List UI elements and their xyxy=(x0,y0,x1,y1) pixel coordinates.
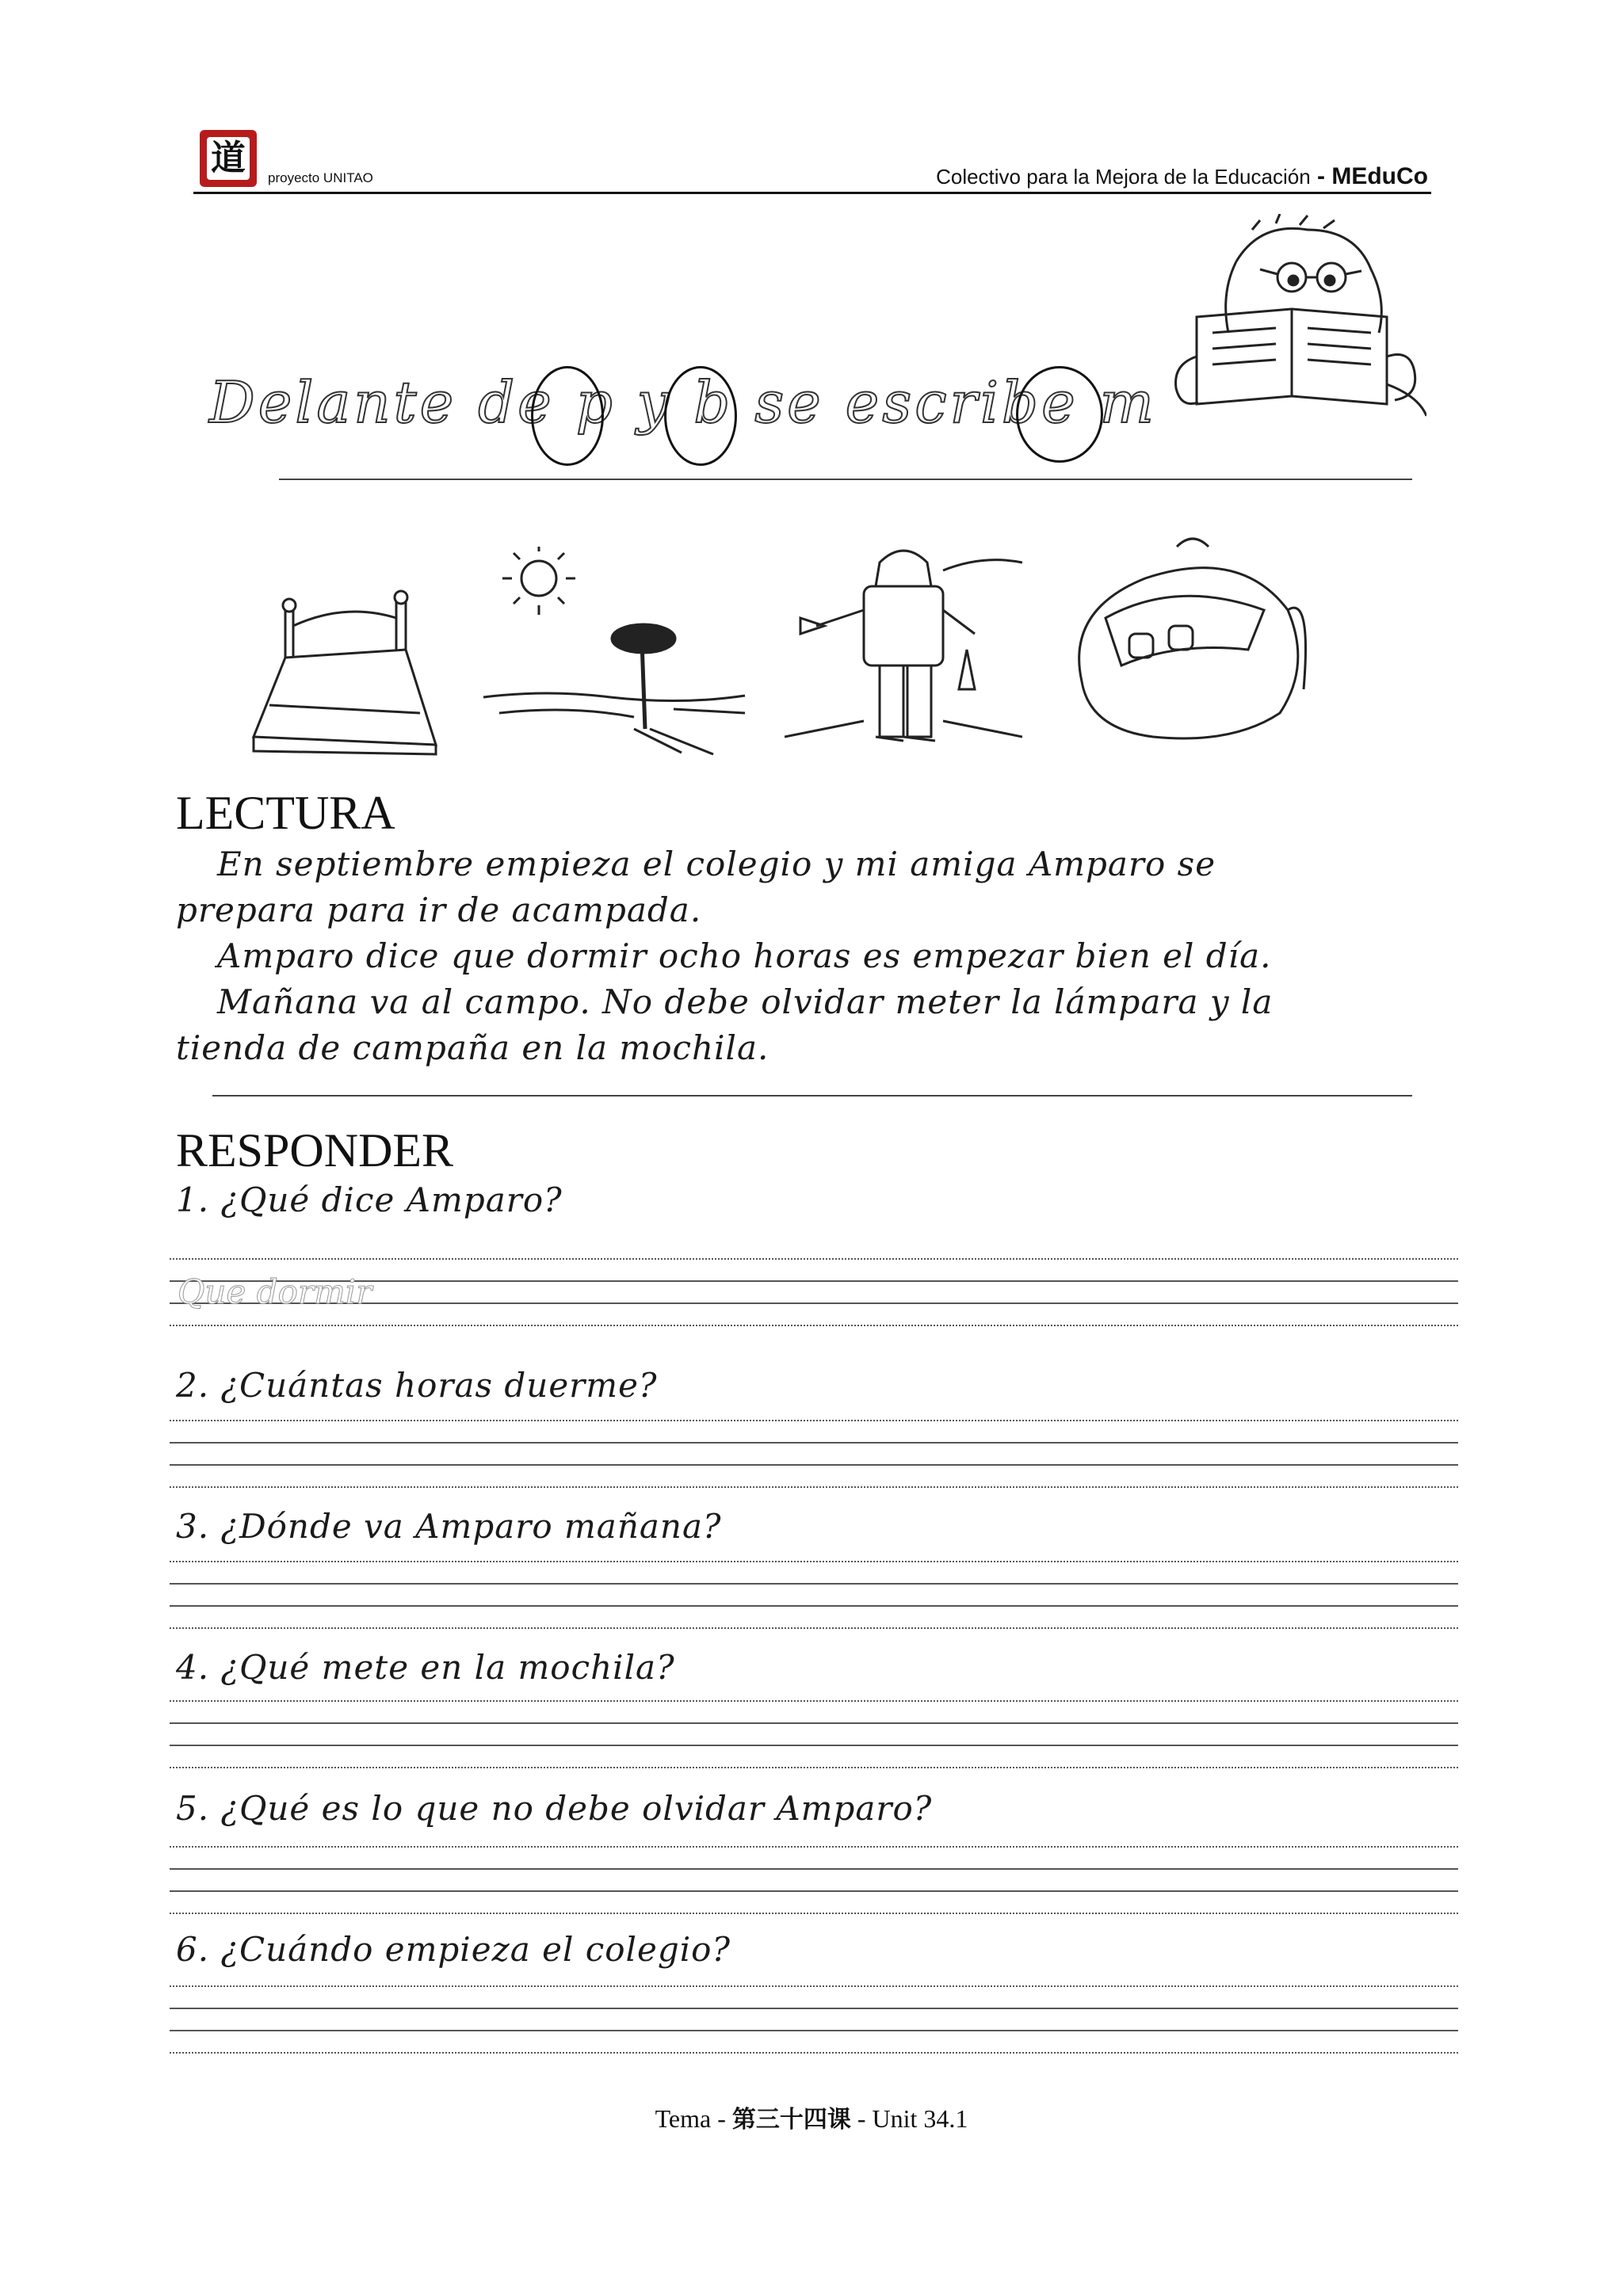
backpack-illustration xyxy=(1058,531,1319,745)
title-rule xyxy=(279,479,1412,480)
hiker-illustration xyxy=(785,539,1022,761)
reading-line: Amparo dice que dormir ocho horas es empezar bien el día. xyxy=(217,936,1272,975)
letter-m: m xyxy=(1099,369,1157,436)
answer-lines-4[interactable] xyxy=(170,1700,1458,1770)
question-1: 1. ¿Qué dice Amparo? xyxy=(176,1180,563,1219)
letter-p: p xyxy=(575,369,616,436)
question-4: 4. ¿Qué mete en la mochila? xyxy=(176,1648,675,1687)
section-rule xyxy=(212,1095,1412,1097)
answer-lines-6[interactable] xyxy=(170,1985,1458,2055)
girl-reading-illustration xyxy=(1165,214,1426,420)
responder-heading: RESPONDER xyxy=(176,1124,454,1177)
page-footer: Tema - 第三十四课 - Unit 34.1 xyxy=(655,2104,968,2134)
question-2: 2. ¿Cuántas horas duerme? xyxy=(176,1366,658,1405)
unitao-logo xyxy=(200,130,257,187)
reading-line: tienda de campaña en la mochila. xyxy=(176,1028,769,1067)
circle-m xyxy=(1016,366,1103,463)
question-3: 3. ¿Dónde va Amparo mañana? xyxy=(176,1507,722,1546)
question-6: 6. ¿Cuándo empieza el colegio? xyxy=(176,1930,731,1969)
traced-answer: Que dormir xyxy=(178,1272,372,1311)
header-rule xyxy=(193,192,1431,194)
logo-glyph: 道 xyxy=(207,137,250,180)
letter-b: b xyxy=(693,369,734,436)
bed-illustration xyxy=(238,586,452,757)
reading-line: En septiembre empieza el colegio y mi amiga Amparo se xyxy=(217,845,1216,883)
circle-p xyxy=(531,366,604,466)
footer-chinese: 第三十四课 xyxy=(731,2106,851,2134)
lectura-heading: LECTURA xyxy=(176,787,395,839)
lesson-title: Delante de p y b se escribe m xyxy=(209,369,1157,436)
question-5: 5. ¿Qué es lo que no debe olvidar Amparo? xyxy=(176,1789,933,1828)
project-name: proyecto UNITAO xyxy=(268,170,373,185)
answer-lines-5[interactable] xyxy=(170,1846,1458,1916)
answer-lines-1[interactable] xyxy=(170,1258,1458,1328)
brand-name: MEduCo xyxy=(1331,163,1428,189)
reading-line: prepara para ir de acampada. xyxy=(176,891,702,929)
circle-b xyxy=(664,366,737,466)
reading-line: Mañana va al campo. No debe olvidar meter la lámpara y la xyxy=(217,982,1274,1021)
answer-lines-3[interactable] xyxy=(170,1561,1458,1630)
collective-name: Colectivo para la Mejora de la Educación - MEduCo xyxy=(936,163,1428,189)
answer-lines-2[interactable] xyxy=(170,1420,1458,1489)
reading-passage xyxy=(176,841,1460,1071)
landscape-sun-tree-illustration xyxy=(475,547,753,761)
